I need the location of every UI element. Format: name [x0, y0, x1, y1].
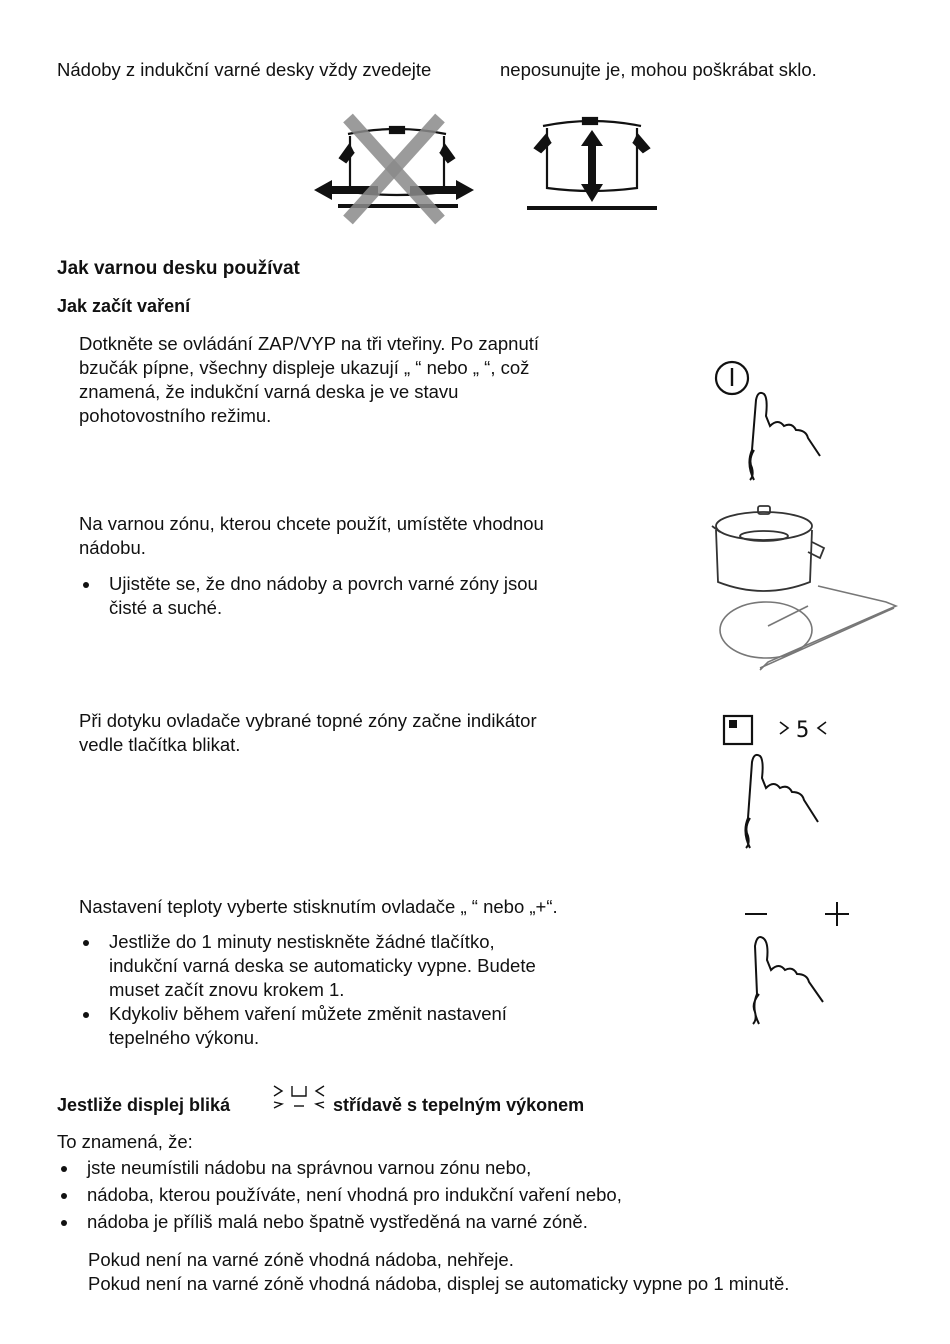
list-item: nádoba, kterou používáte, není vhodná pro indukční vaření nebo,: [57, 1183, 622, 1207]
section-title: Jak varnou desku používat: [57, 258, 300, 279]
step1-line: Dotkněte se ovládání ZAP/VYP na tři vteřiny. Po zapnutí: [79, 333, 540, 354]
step1-text: [79, 332, 539, 428]
step1-line: bzučák pípne, všechny displeje ukazují „ “ nebo „ “, což: [79, 357, 530, 378]
step3-line: vedle tlačítka blikat.: [79, 734, 241, 755]
blink-intro: To znamená, že:: [57, 1131, 193, 1152]
blink-note: Pokud není na varné zóně vhodná nádoba, nehřeje.: [88, 1249, 514, 1270]
step4-line: Nastavení teploty vyberte stisknutím ovladače „ “ nebo „+“.: [79, 896, 558, 917]
section-subtitle: Jak začít vaření: [57, 296, 191, 316]
list-item: Kdykoliv během vaření můžete změnit nastavení tepelného výkonu.: [79, 1002, 536, 1050]
blink-note: Pokud není na varné zóně vhodná nádoba, displej se automaticky vypne po 1 minutě.: [88, 1273, 790, 1294]
zone-select-touch-icon: [722, 712, 842, 852]
pot-lift-icon: [525, 112, 660, 217]
blink-title-after: střídavě s tepelným výkonem: [333, 1095, 585, 1115]
list-item: Jestliže do 1 minuty nestiskněte žádné tlačítko, indukční varná deska se automaticky vypne. Budete muset začít znovu krokem 1.: [79, 930, 536, 1002]
intro-text-right: neposunujte je, mohou poškrábat sklo.: [500, 59, 817, 80]
blink-notes: [88, 1248, 789, 1296]
list-item: Ujistěte se, že dno nádoby a povrch varné zóny jsou čisté a suché.: [79, 572, 538, 620]
step1-line: pohotovostního režimu.: [79, 405, 272, 426]
blinking-u-display-icon: [270, 1082, 328, 1114]
step4-bullets: [79, 930, 536, 1050]
intro-text-left: Nádoby z indukční varné desky vždy zvedejte: [57, 59, 432, 80]
step3-text: [79, 709, 537, 757]
step2-line: nádobu.: [79, 537, 146, 558]
pot-slide-crossed-icon: [310, 112, 480, 227]
step2-line: Na varnou zónu, kterou chcete použít, umístěte vhodnou: [79, 513, 544, 534]
step1-line: znamená, že indukční varná deska je ve stavu: [79, 381, 459, 402]
blink-bullets: [57, 1156, 622, 1234]
minus-plus-touch-icon: [735, 898, 855, 1028]
power-touch-icon: [712, 360, 832, 485]
list-item: nádoba je příliš malá nebo špatně vystředěná na varné zóně.: [57, 1210, 622, 1234]
pot-on-hob-icon: [708, 502, 898, 672]
step4-text: [79, 895, 558, 919]
list-item: jste neumístili nádobu na správnou varnou zónu nebo,: [57, 1156, 622, 1180]
zone-display-value: 5: [796, 718, 810, 743]
step3-line: Při dotyku ovladače vybrané topné zóny začne indikátor: [79, 710, 537, 731]
step2-text: [79, 512, 544, 560]
blink-title-before: Jestliže displej bliká: [57, 1095, 231, 1115]
step2-bullets: [79, 572, 538, 620]
